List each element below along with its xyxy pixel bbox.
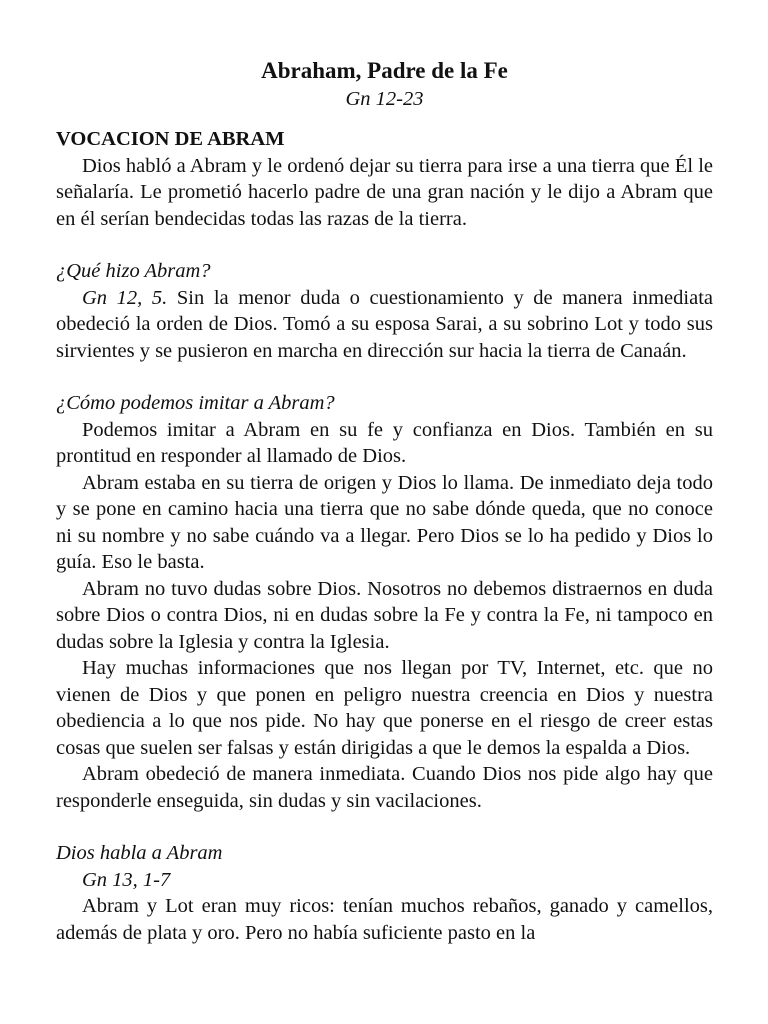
spacer: [56, 814, 713, 840]
paragraph: Dios habló a Abram y le ordenó dejar su tierra para irse a una tierra que Él le señalaría. Le prometió hacerlo padre de una gran nación y le dijo a Abram que en él serían bendecidas todas las razas de la tierra.: [56, 154, 713, 230]
paragraph: Podemos imitar a Abram en su fe y confianza en Dios. También en su prontitud en responder al llamado de Dios.: [56, 418, 713, 467]
section-heading: ¿Qué hizo Abram?: [56, 260, 211, 282]
section-vocacion: [56, 126, 713, 232]
document-title: Abraham, Padre de la Fe: [261, 58, 508, 83]
paragraph: Hay muchas informaciones que nos llegan por TV, Internet, etc. que no vienen de Dios y que ponen en peligro nuestra creencia en Dios y nuestra obediencia a lo que nos pide. No hay que ponerse en el riesgo de creer estas cosas que suelen ser falsas y están dirigidas a que le demos la espalda a Dios.: [56, 657, 713, 759]
section-como-imitar: [56, 390, 713, 814]
spacer: [56, 364, 713, 390]
paragraph: Abram y Lot eran muy ricos: tenían muchos rebaños, ganado y camellos, además de plata y oro. Pero no había suficiente pasto en la: [56, 895, 713, 944]
scripture-reference: Gn 13, 1-7: [82, 868, 171, 891]
section-dios-habla: [56, 840, 713, 946]
document-subtitle: Gn 12-23: [345, 88, 424, 110]
section-heading: Dios habla a Abram: [56, 842, 223, 864]
paragraph-text: Sin la menor duda o cuestionamiento y de manera inmediata obedeció la orden de Dios. Tomó a su esposa Sarai, a su sobrino Lot y todo sus sirvientes y se pusieron en marcha en dirección sur hacia la tierra de Canaán.: [56, 286, 713, 362]
section-que-hizo: [56, 258, 713, 364]
paragraph: Abram estaba en su tierra de origen y Dios lo llama. De inmediato deja todo y se pone en camino hacia una tierra que no sabe dónde queda, que no conoce ni su nombre y no sabe cuándo va a llegar. Pero Dios se lo ha pedido y Dios lo guía. Eso le basta.: [56, 471, 713, 573]
section-heading: VOCACION DE ABRAM: [56, 128, 285, 150]
paragraph: Abram obedeció de manera inmediata. Cuando Dios nos pide algo hay que responderle enseguida, sin dudas y sin vacilaciones.: [56, 763, 713, 812]
scripture-reference: Gn 12, 5.: [82, 286, 168, 309]
spacer: [56, 232, 713, 258]
document-page: [56, 56, 713, 946]
section-heading: ¿Cómo podemos imitar a Abram?: [56, 392, 335, 414]
paragraph: [56, 285, 713, 365]
paragraph: Abram no tuvo dudas sobre Dios. Nosotros no debemos distraernos en duda sobre Dios o contra Dios, ni en dudas sobre la Fe y contra la Fe, ni tampoco en dudas sobre la Iglesia y contra la Iglesia.: [56, 577, 713, 653]
